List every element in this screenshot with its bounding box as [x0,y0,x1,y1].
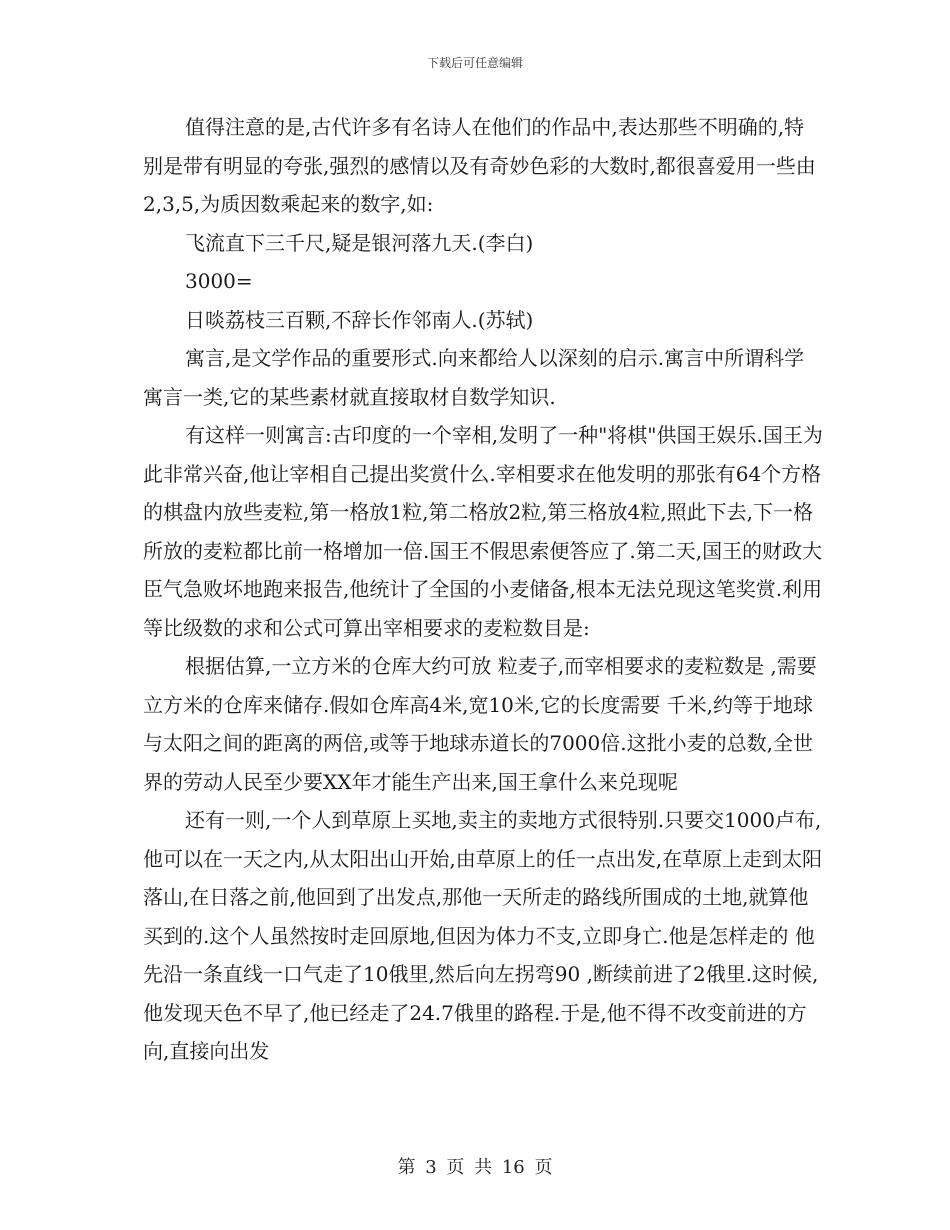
paragraph-poets-numbers: 值得注意的是,古代许多有名诗人在他们的作品中,表达那些不明确的,特别是带有明显的夸张,强烈的感情以及有奇妙色彩的大数时,都很喜爱用一些由2,3,5,为质因数乘起来的数字,如: [143,115,816,216]
document-body [143,108,823,1071]
formula-3000: 3000= [185,269,253,293]
paragraph-land-fable: 还有一则,一个人到草原上买地,卖主的卖地方式很特别.只要交1000卢布,他可以在一天之内,从太阳出山开始,由草原上的任一点出发,在草原上走到太阳落山,在日落之前,他回到了出发点,那他一天所走的路线所围成的土地,就算他买到的.这个人虽然按时走回原地,但因为体力不支,立即身亡.他是怎样走的 他先沿一条直线一口气走了10俄里,然后向左拐弯90 ,断续前进了2俄里.这时候,他发现天色不早了,他已经走了24.7俄里的路程.于是,他不得不改变前进的方向,直接向出发 [143,808,823,1063]
page-number-footer: 第 3 页 共 16 页 [397,1157,553,1178]
paragraph-wheat-estimate: 根据估算,一立方米的仓库大约可放 粒麦子,而宰相要求的麦粒数是 ,需要 立方米的仓库来储存.假如仓库高4米,宽10米,它的长度需要 千米,约等于地球与太阳之间的距离的两倍,或等于地球赤道长的7000倍.这批小麦的总数,全世界的劳动人民至少要XX年才能生产出来,国王拿什么来兑现呢 [143,654,817,794]
poem-line-li-bai: 飞流直下三千尺,疑是银河落九天.(李白) [185,230,534,255]
paragraph-fables: 寓言,是文学作品的重要形式.向来都给人以深刻的启示.寓言中所谓科学寓言一类,它的某些素材就直接取材自数学知识. [143,346,805,409]
paragraph-chess-fable: 有这样一则寓言:古印度的一个宰相,发明了一种"将棋"供国王娱乐.国王为此非常兴奋,他让宰相自己提出奖赏什么.宰相要求在他发明的那张有64个方格的棋盘内放些麦粒,第一格放1粒,第二格放2粒,第三格放4粒,照此下去,下一格所放的麦粒都比前一格增加一倍.国王不假思索便答应了.第二天,国王的财政大臣气急败坏地跑来报告,他统计了全国的小麦储备,根本无法兑现这笔奖赏.利用等比级数的求和公式可算出宰相要求的麦粒数目是: [143,423,823,640]
page-header: 下载后可任意编辑 [426,56,523,70]
poem-line-su-shi: 日啖荔枝三百颗,不辞长作邻南人.(苏轼) [185,307,534,332]
